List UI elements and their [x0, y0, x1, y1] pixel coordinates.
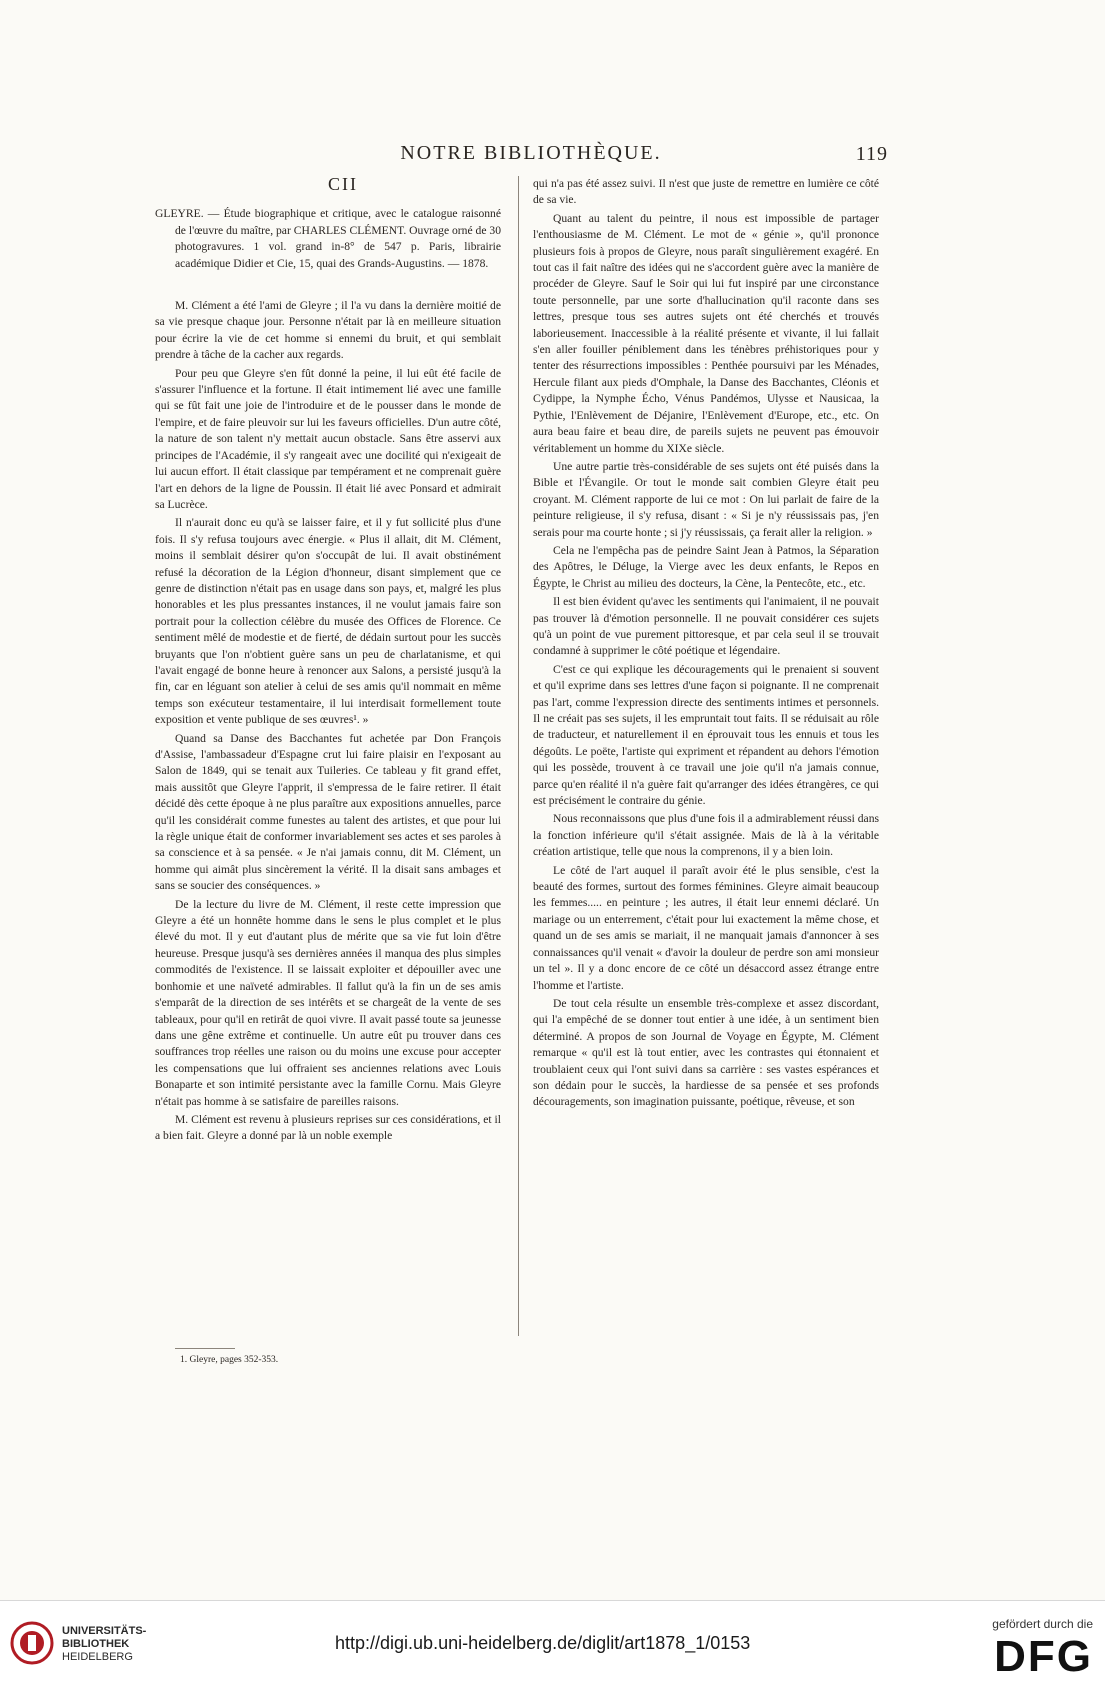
- book-reference-text: GLEYRE. — Étude biographique et critique, avec le catalogue raisonné de l'œuvre du maître, par CHARLES CLÉMENT. Ouvrage orné de 30 photogravures. 1 vol. grand in-8° de 547 p. Paris, librairie académique Didier et Cie, 15, quai des Grands-Augustins. — 1878.: [155, 207, 501, 270]
- paragraph: Quand sa Danse des Bacchantes fut achetée par Don François d'Assise, l'ambassadeur d'Espagne crut lui faire plaisir en l'exposant au Salon de 1849, qui se tenait aux Tuileries. Ce tableau y fit grand effet, mais aussitôt que Gleyre l'apprit, il s'empressa de le faire retirer. Il était décidé dès cette époque à ne plus paraître aux expositions annuelles, parce qu'il les considérait comme funestes au talent des artistes, et que pour lui la règle unique était de conformer invariablement ses actes et ses paroles à sa conscience et à sa pensée. « Je n'ai jamais connu, dit M. Clément, un homme qui aimât plus sincèrement la vérité. Il la disait sans ambages et sans se soucier des conséquences. »: [155, 731, 501, 893]
- paragraph: Il est bien évident qu'avec les sentiments qui l'animaient, il ne pouvait pas trouver là d'émotion personnelle. Il ne pouvait considérer ces sujets qu'à un point de vue purement pittoresque, et par cela seul il se trouvait condamné à supprimer le côté poétique et légendaire.: [533, 595, 879, 658]
- university-seal-icon: [10, 1621, 54, 1665]
- paragraph: Quant au talent du peintre, il nous est impossible de partager l'enthousiasme de M. Clément. Le mot de « génie », qu'il prononce plusieurs fois à propos de Gleyre, nous paraît singulièrement exagéré. En tout cas il fait naître des idées qui ne s'accordent guère avec la manière de procéder de Gleyre. Sauf le Soir qui lui fut inspiré par une circonstance toute personnelle, par une sorte d'hallucination qu'il raconte dans ses lettres, presque tous ses autres sujets ont été cherchés et trouvés laborieusement. Inaccessible à la réalité présente et vivante, il lui fallait s'en aller fouiller péniblement dans les ténèbres préhistoriques pour y tenter des résurrections impossibles : Penthée poursuivi par les Ménades, Hercule filant aux pieds d'Omphale, la Danse des Bacchantes, Cléonis et Cydippe, la Nymphe Écho, Vénus Pandémos, Ulysse et Nausicaa, la Pythie, l'Enlèvement de Déjanire, l'Enlèvement d'Europe, etc., etc. On aura beau faire et beau dire, de pareils sujets ne peuvent pas émouvoir véritablement un homme du XIXe siècle.: [533, 211, 879, 455]
- funding-text: gefördert durch die: [992, 1617, 1093, 1631]
- book-reference: [155, 206, 501, 272]
- running-head: NOTRE BIBLIOTHÈQUE.: [400, 142, 662, 164]
- paragraph: qui n'a pas été assez suivi. Il n'est que juste de remettre en lumière ce côté de sa vie.: [533, 177, 879, 207]
- library-name[interactable]: [62, 1625, 146, 1664]
- section-number: CII: [328, 174, 358, 194]
- paragraph: De tout cela résulte un ensemble très-complexe et assez discordant, qui l'a empêché de se donner tout entier à une idée, à un sentiment bien déterminé. A propos de son Journal de Voyage en Égypte, M. Clément remarque « qu'il est là tout entier, avec les contrastes qui étonnaient et troublaient ceux qui l'ont suivi dans sa carrière : ses vastes espérances et son dédain pour le succès, la hardiesse de sa pensée et ses profonds découragements, son imagination puissante, poétique, rêveuse, et son: [533, 996, 879, 1109]
- footnote-divider: [175, 1348, 235, 1349]
- permalink-url[interactable]: http://digi.ub.uni-heidelberg.de/diglit/art1878_1/0153: [335, 1633, 751, 1653]
- paragraph: Il n'aurait donc eu qu'à se laisser faire, et il y fut sollicité plus d'une fois. Il s'y refusa toujours avec énergie. « Plus il allait, dit M. Clément, moins il semblait désirer qu'on s'occupât de lui. Il avait obstinément refusé la décoration de la Légion d'honneur, disant simplement que ce genre de distinction n'était pas en usage dans son pays, et, malgré les plus honorables et les plus pressantes instances, il ne voulut jamais faire son portrait pour la collection célèbre du musée des Offices de Florence. Ce sentiment mêlé de modestie et de fierté, de dédain surtout pour les succès bruyants que l'on n'obtient guère sans un peu de charlatanisme, et qui l'avait engagé de bonne heure à renoncer aux Salons, a persisté jusqu'à la fin, car en léguant son atelier à celui de ses amis qu'il nommait en même temps son exécuteur testamentaire, il lui interdisait formellement toute exposition et vente publique de ses œuvres¹. »: [155, 516, 501, 727]
- paragraph: M. Clément est revenu à plusieurs reprises sur ces considérations, et il a bien fait. Gleyre a donné par là un noble exemple: [155, 1112, 501, 1143]
- paragraph: C'est ce qui explique les découragements qui le prenaient si souvent et qu'il exprime dans ses lettres d'une façon si poignante. Il ne comprenait pas l'art, comme l'expression directe des sentiments intimes et personnels. Il ne créait pas ses sujets, il les empruntait tout faits. Il se réduisait au rôle de traducteur, et naturellement il en éprouvait tous les ennuis et tous les dégoûts. Le poëte, l'artiste qui expriment et répandent au dehors l'émotion qui les possède, trouvent à ce travail une joie qu'il n'a jamais connue, parce qu'en réalité il n'a guère fait qu'arranger des idées étrangères, ce qui est précisément le contraire du génie.: [533, 662, 879, 808]
- paragraph: M. Clément a été l'ami de Gleyre ; il l'a vu dans la dernière moitié de sa vie presque chaque jour. Personne n'était par là en meilleure situation pour écrire la vie de cet homme si ennemi du bruit, et qui semblait prendre à tâche de la cacher aux regards.: [155, 299, 501, 362]
- paragraph: Le côté de l'art auquel il paraît avoir été le plus sensible, c'est la beauté des formes, surtout des formes féminines. Gleyre aimait beaucoup les femmes..... en peinture ; les autres, il était leur ennemi déclaré. Un mariage ou un enterrement, c'était pour lui exactement la même chose, et quand un de ses amis se mariait, il ne manquait jamais d'annoncer à ses connaissances qu'il venait « d'avoir la douleur de perdre son ami monsieur un tel ». Il y a donc encore de ce côté un désaccord assez étrange entre l'homme et l'artiste.: [533, 863, 879, 992]
- viewer-footer: [0, 1600, 1105, 1688]
- library-name-line: HEIDELBERG: [62, 1651, 133, 1663]
- library-name-line: BIBLIOTHEK: [62, 1638, 130, 1650]
- right-column: [533, 176, 879, 1113]
- dfg-logo[interactable]: DFG: [994, 1632, 1093, 1681]
- paragraph: De la lecture du livre de M. Clément, il reste cette impression que Gleyre a été un honnête homme dans le sens le plus complet et le plus élevé du mot. Il y eut d'autant plus de mérite que sa vie fut loin d'être heureuse. Presque jusqu'à ses dernières années il manqua des plus simples commodités de l'existence. Il se laissait exploiter et dépouiller avec une bonhomie et une naïveté admirables. Il fallut qu'à la fin un de ses amis s'emparât de la direction de ses intérêts et se chargeât de la vente de ses tableaux, pour qu'il en retirât de quoi vivre. Il avait passé toute sa jeunesse dans une gêne extrême et continuelle. Un autre eût pu trouver dans ces souffrances trop réelles une raison ou du moins une excuse pour accepter les compensations que lui offraient ses anciennes relations avec Louis Bonaparte et son intimité persistante avec la famille Cornu. Mais Gleyre n'était pas homme à se satisfaire de pareilles raisons.: [155, 897, 501, 1108]
- paragraph: Une autre partie très-considérable de ses sujets ont été puisés dans la Bible et l'Évangile. Or tout le monde sait combien Gleyre était peu croyant. M. Clément rapporte de lui ce mot : On lui parlait de faire de la peinture religieuse, il s'y refusa, disant : « Si je n'y réussissais pas, j'en serais pour ma courte honte ; si j'y réussissais, ça ferait aller la religion. »: [533, 459, 879, 539]
- left-column: [155, 176, 501, 1147]
- page-number: 119: [855, 143, 888, 165]
- column-divider: [518, 176, 519, 1336]
- paragraph: Nous reconnaissons que plus d'une fois il a admirablement réussi dans la fonction inférieure qu'il s'était assignée. Mais de là à la véritable création artistique, telle que nous la comprenons, il y a bien loin.: [533, 812, 880, 859]
- library-name-line: UNIVERSITÄTS-: [62, 1625, 147, 1637]
- paragraph: Cela ne l'empêcha pas de peindre Saint Jean à Patmos, la Séparation des Apôtres, le Déluge, la Vierge avec les deux enfants, le Repos en Égypte, le Christ au milieu des docteurs, la Cène, la Pentecôte, etc., etc.: [533, 543, 879, 590]
- footnote: 1. Gleyre, pages 352-353.: [180, 1355, 279, 1365]
- paragraph: Pour peu que Gleyre s'en fût donné la peine, il lui eût été facile de s'assurer l'influence et la fortune. Il était intimement lié avec une famille qui se fût fait une joie de l'introduire et de le pousser dans le monde de l'empire, et de faire pleuvoir sur lui les faveurs officielles. D'un autre côté, la nature de son talent n'y mettait aucun obstacle. Sans être asservi aux principes de l'Académie, il s'y rangeait avec une docilité qui n'exigeait de lui aucun effort. Il était classique par tempérament et ne comprenait guère l'art en dehors de la ligne de Poussin. Il était lié avec Ponsard et admirait sa Lucrèce.: [155, 366, 501, 511]
